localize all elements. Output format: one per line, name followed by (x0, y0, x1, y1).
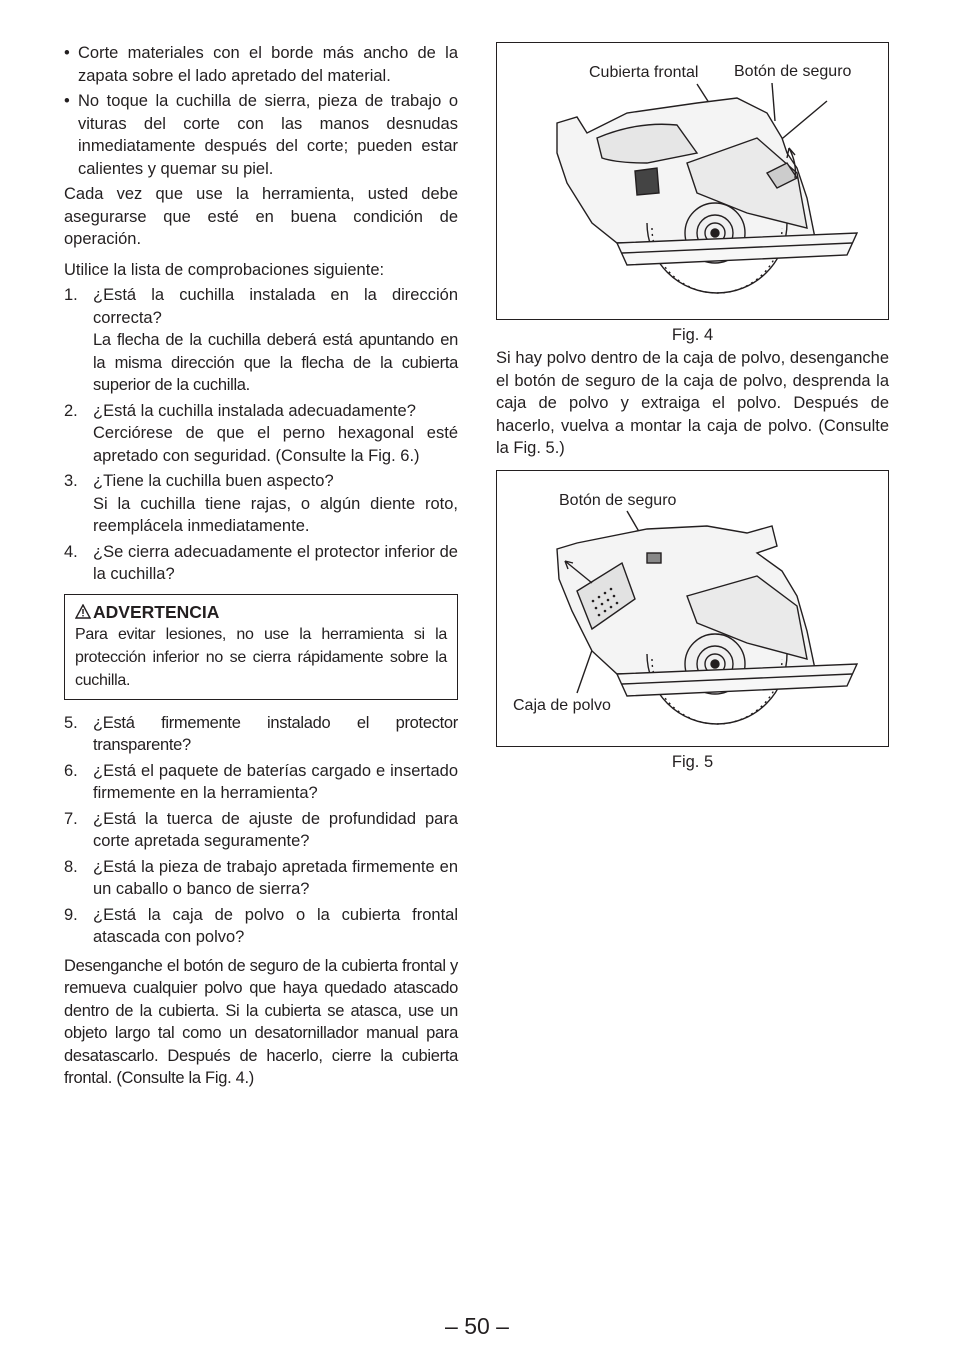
label-lock-button: Botón de seguro (734, 63, 852, 80)
label-dust-box: Caja de polvo (513, 696, 611, 714)
checklist-item: 7. ¿Está la tuerca de ajuste de profundidad para corte apretada seguramente? (64, 809, 458, 850)
circular-saw-illustration (497, 43, 890, 319)
circular-saw-illustration (497, 471, 890, 746)
paragraph: Utilice la lista de comprobaciones siguiente: (64, 260, 385, 279)
figure-5 (496, 470, 889, 747)
label-front-cover: Cubierta frontal (589, 64, 699, 81)
checklist-item: 6. ¿Está el paquete de baterías cargado e insertado firmemente en la herramienta? (64, 761, 458, 802)
left-column (64, 42, 458, 1090)
checklist-item: 1. ¿Está la cuchilla instalada en la dirección correcta? La flecha de la cuchilla deberá está apuntando en la misma dirección que la flecha de la cubierta superior de la cuchilla. (64, 286, 458, 394)
checklist-item: 2. ¿Está la cuchilla instalada adecuadamente? Cerciórese de que el perno hexagonal esté apretado con seguridad. (Consulte la Fig. 6.) (64, 401, 458, 465)
paragraph: Cada vez que use la herramienta, usted debe asegurarse que esté en buena condición de operación. (64, 185, 458, 248)
figure-caption: Fig. 5 (671, 752, 714, 771)
checklist-item: 4. ¿Se cierra adecuadamente el protector inferior de la cuchilla? (64, 542, 458, 583)
checklist-item: 5. ¿Está firmemente instalado el protector transparente? (64, 713, 458, 754)
checklist-item: 3. ¿Tiene la cuchilla buen aspecto? Si la cuchilla tiene rajas, o algún diente roto, reemplácela inmediatamente. (64, 472, 458, 535)
warning-triangle-icon (75, 604, 91, 619)
warning-text: Para evitar lesiones, no use la herramienta si la protección inferior no se cierra rápidamente sobre la cuchilla. (75, 625, 447, 689)
label-lock-button: Botón de seguro (559, 491, 677, 509)
checklist-item: 9. ¿Está la caja de polvo o la cubierta frontal atascada con polvo? (64, 905, 458, 946)
page-number: – 50 – (445, 1313, 509, 1339)
bullet-item: • No toque la cuchilla de sierra, pieza de trabajo o vituras del corte con las manos desnudas inmediatamente después del corte; pueden estar calientes y quemar su piel. (64, 90, 458, 180)
checklist-item: 8. ¿Está la pieza de trabajo apretada firmemente en un caballo o banco de sierra? (64, 857, 458, 898)
figure-caption: Fig. 4 (671, 326, 714, 344)
figure-4 (496, 42, 889, 320)
paragraph: Si hay polvo dentro de la caja de polvo, desenganche el botón de seguro de la caja de polvo, desprenda la caja de polvo y extraiga el polvo. Después de hacerlo, vuelva a montar la caja de polvo. (Consulte la Fig. 5.) (496, 349, 889, 457)
warning-box (64, 594, 458, 700)
bullet-item: • Corte materiales con el borde más ancho de la zapata sobre el lado apretado del material. (64, 42, 458, 87)
warning-title: ADVERTENCIA (75, 601, 447, 623)
paragraph: Desenganche el botón de seguro de la cubierta frontal y remueva cualquier polvo que haya quedado atascado dentro de la cubierta. Si la cubierta se atasca, use un objeto largo tal como un desatornillador manual para desatascarlo. Después de hacerlo, cierre la cubierta frontal. (Consulte la Fig. 4.) (64, 956, 458, 1087)
right-column (496, 42, 889, 772)
